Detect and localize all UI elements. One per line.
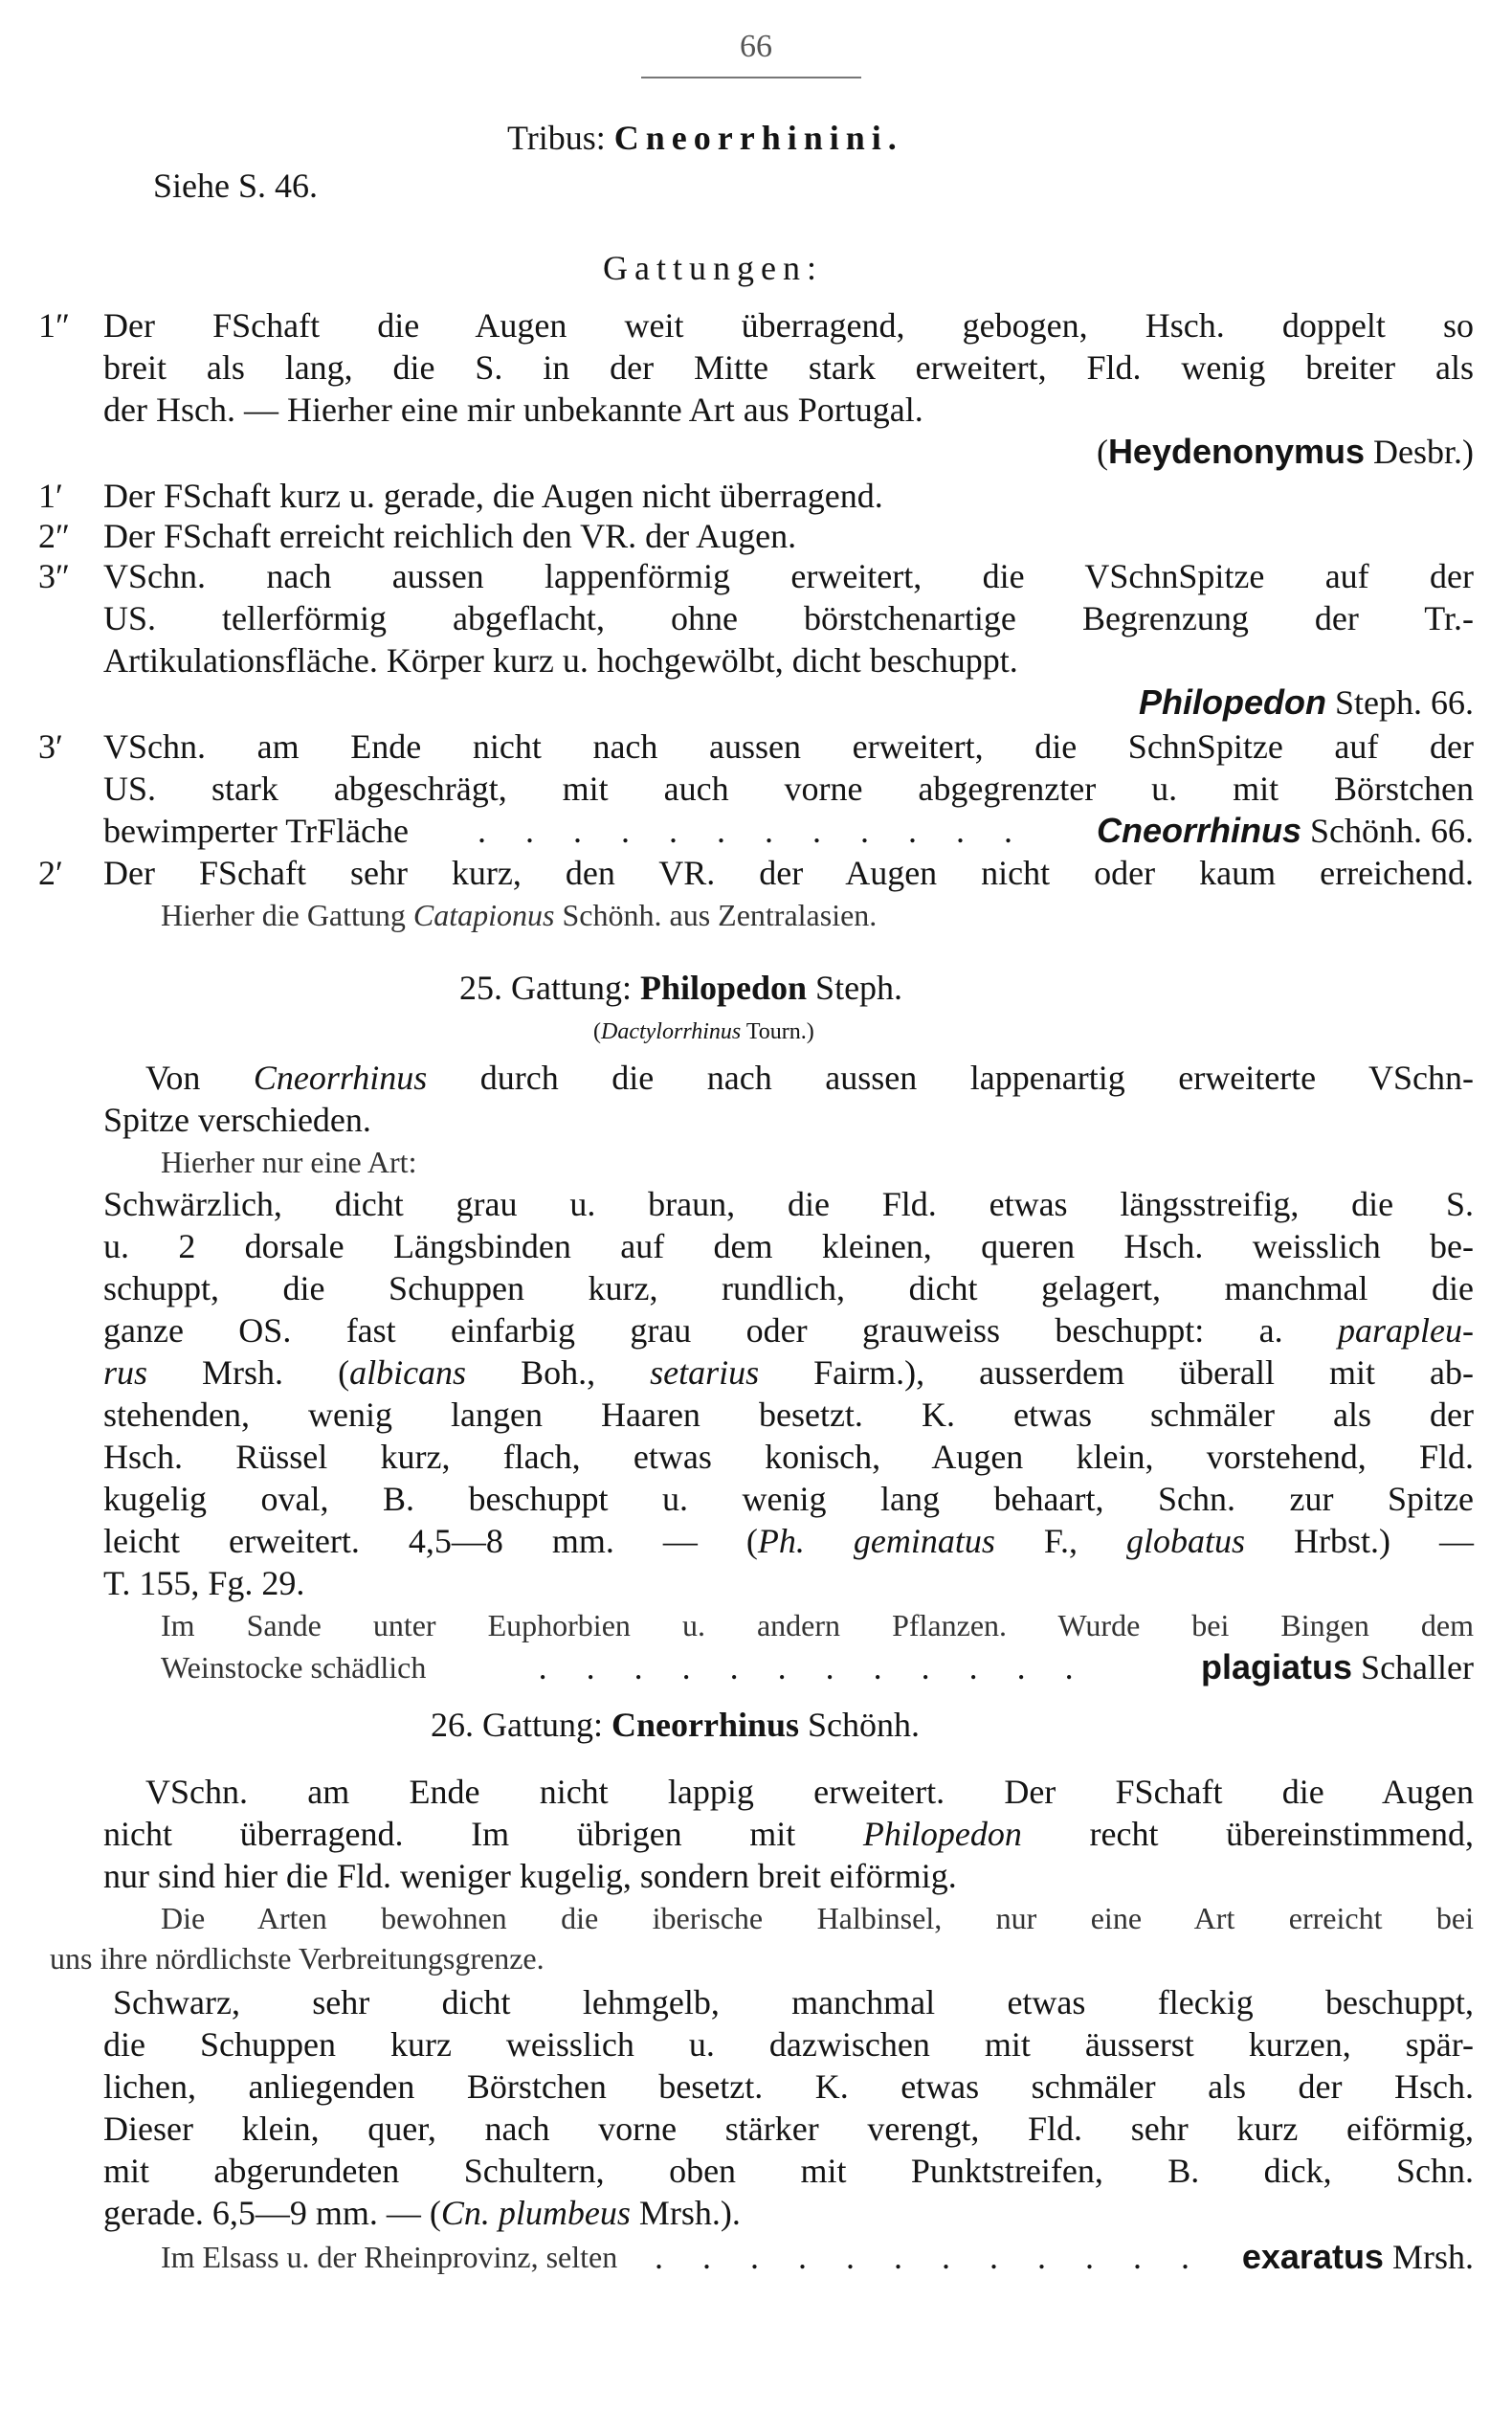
key-1a-line-1: 1″ Der FSchaft die Augen weit überragend, gebogen, Hsch. doppelt so	[38, 306, 1474, 345]
key-3b-line-2: US. stark abgeschrägt, mit auch vorne abgegrenzter u. mit Börstchen	[103, 770, 1474, 808]
g26-desc-4: Dieser klein, quer, nach vorne stärker verengt, Fld. sehr kurz eiförmig,	[103, 2110, 1474, 2148]
key-3a-line-3: Artikulationsfläche. Körper kurz u. hochgewölbt, dicht beschuppt.	[103, 641, 1018, 680]
g25-desc-3: schuppt, die Schuppen kurz, rundlich, dicht gelagert, manchmal die	[103, 1269, 1474, 1307]
species-exaratus: exaratus	[1241, 2237, 1384, 2276]
species-plagiatus: plagiatus	[1201, 1647, 1353, 1686]
g25-desc-8: kugelig oval, B. beschuppt u. wenig lang behaart, Schn. zur Spitze	[103, 1480, 1474, 1518]
tribus-label: Tribus:	[507, 119, 606, 157]
g25-para-1-line-2: Spitze verschieden.	[103, 1101, 371, 1139]
g25-para-1-line-1: Von Cneorrhinus durch die nach aussen lappenartig erweiterte VSchn-	[145, 1059, 1475, 1097]
g26-desc-1: Schwarz, sehr dicht lehmgelb, manchmal etwas fleckig beschuppt,	[113, 1983, 1474, 2021]
g25-desc-1: Schwärzlich, dicht grau u. braun, die Fld. etwas längsstreifig, die S.	[103, 1185, 1474, 1223]
g25-desc-7: Hsch. Rüssel kurz, flach, etwas konisch, Augen klein, vorstehend, Fld.	[103, 1438, 1474, 1476]
key-3b-line-3: bewimperter TrFläche . . . . . . . . . . . . Cneorrhinus Schönh. 66.	[103, 811, 1474, 850]
g25-habitat-1: Im Sande unter Euphorbien u. andern Pflanzen. Wurde bei Bingen dem	[161, 1608, 1474, 1642]
g25-desc-2: u. 2 dorsale Längsbinden auf dem kleinen, queren Hsch. weisslich be-	[103, 1227, 1474, 1265]
genus-philopedon: Philopedon	[1139, 682, 1326, 722]
g25-desc-6: stehenden, wenig langen Haaren besetzt. K. etwas schmäler als der	[103, 1396, 1474, 1434]
g25-heading: 25. Gattung: Philopedon Steph.	[459, 969, 903, 1007]
tribus-name: Cneorrhinini.	[613, 119, 903, 157]
key-1b-line-1: 1′ Der FSchaft kurz u. gerade, die Augen nicht überragend.	[38, 477, 883, 515]
page-number-rule	[641, 77, 861, 78]
g25-habitat-2: Weinstocke schädlich . . . . . . . . . . . . plagiatus Schaller	[161, 1647, 1474, 1686]
g26-desc-2: die Schuppen kurz weisslich u. dazwischen mit äusserst kurzen, spär-	[103, 2025, 1474, 2064]
leader-dots: . . . . . . . . . . . .	[538, 1648, 1089, 1686]
key-2a-line-1: 2″ Der FSchaft erreicht reichlich den VR. der Augen.	[38, 517, 797, 555]
g25-synonym: (Dactylorrhinus Tourn.)	[593, 1019, 814, 1044]
g26-note-2: uns ihre nördlichste Verbreitungsgrenze.	[50, 1941, 545, 1976]
siehe-reference: Siehe S. 46.	[153, 167, 319, 205]
g25-note: Hierher nur eine Art:	[161, 1145, 417, 1179]
g26-desc-6: gerade. 6,5—9 mm. — (Cn. plumbeus Mrsh.).	[103, 2194, 741, 2232]
g25-desc-5: rus Mrsh. (albicans Boh., setarius Fairm.), ausserdem überall mit ab-	[103, 1353, 1475, 1392]
g26-heading: 26. Gattung: Cneorrhinus Schönh.	[431, 1706, 921, 1744]
g26-para-1: VSchn. am Ende nicht lappig erweitert. Der FSchaft die Augen	[145, 1773, 1474, 1811]
key-1a-line-3: der Hsch. — Hierher eine mir unbekannte Art aus Portugal.	[103, 391, 923, 429]
g25-desc-4: ganze OS. fast einfarbig grau oder grauweiss beschuppt: a. parapleu-	[103, 1311, 1475, 1350]
genus-heydenonymus: Heydenonymus	[1107, 432, 1366, 471]
g25-desc-10: T. 155, Fg. 29.	[103, 1564, 305, 1602]
key-2b-line-1: 2′ Der FSchaft sehr kurz, den VR. der Augen nicht oder kaum erreichend.	[38, 854, 1474, 892]
key-3a-line-1: 3″ VSchn. nach aussen lappenförmig erweitert, die VSchnSpitze auf der	[38, 557, 1474, 595]
g26-note-1: Die Arten bewohnen die iberische Halbinsel, nur eine Art erreicht bei	[161, 1901, 1474, 1935]
g26-para-2: nicht überragend. Im übrigen mit Philopedon recht übereinstimmend,	[103, 1815, 1474, 1853]
g26-desc-5: mit abgerundeten Schultern, oben mit Punktstreifen, B. dick, Schn.	[103, 2152, 1474, 2190]
leader-dots: . . . . . . . . . . . .	[655, 2238, 1206, 2276]
g26-habitat: Im Elsass u. der Rheinprovinz, selten . . . . . . . . . . . . exaratus Mrsh.	[161, 2237, 1474, 2276]
key-3b-line-1: 3′ VSchn. am Ende nicht nach aussen erweitert, die SchnSpitze auf der	[38, 727, 1474, 766]
key-3a-genus-line: Philopedon Steph. 66.	[1139, 682, 1474, 722]
g25-desc-9: leicht erweitert. 4,5—8 mm. — (Ph. geminatus F., globatus Hrbst.) —	[103, 1522, 1475, 1560]
gattungen-heading: Gattungen:	[603, 249, 823, 287]
page-number: 66	[740, 29, 772, 64]
key-1a-genus-line: (Heydenonymus Desbr.)	[1096, 432, 1474, 471]
genus-cneorrhinus: Cneorrhinus	[1096, 811, 1301, 850]
key-1a-line-2: breit als lang, die S. in der Mitte stark erweitert, Fld. wenig breiter als	[103, 348, 1474, 387]
g26-desc-3: lichen, anliegenden Börstchen besetzt. K. etwas schmäler als der Hsch.	[103, 2067, 1474, 2106]
leader-dots: . . . . . . . . . . . .	[477, 812, 1028, 850]
tribus-heading	[507, 117, 1081, 159]
key-3a-line-2: US. tellerförmig abgeflacht, ohne börstchenartige Begrenzung der Tr.-	[103, 599, 1474, 637]
key-2b-line-2: Hierher die Gattung Catapionus Schönh. aus Zentralasien.	[161, 898, 878, 932]
g26-para-3: nur sind hier die Fld. weniger kugelig, sondern breit eiförmig.	[103, 1857, 957, 1895]
